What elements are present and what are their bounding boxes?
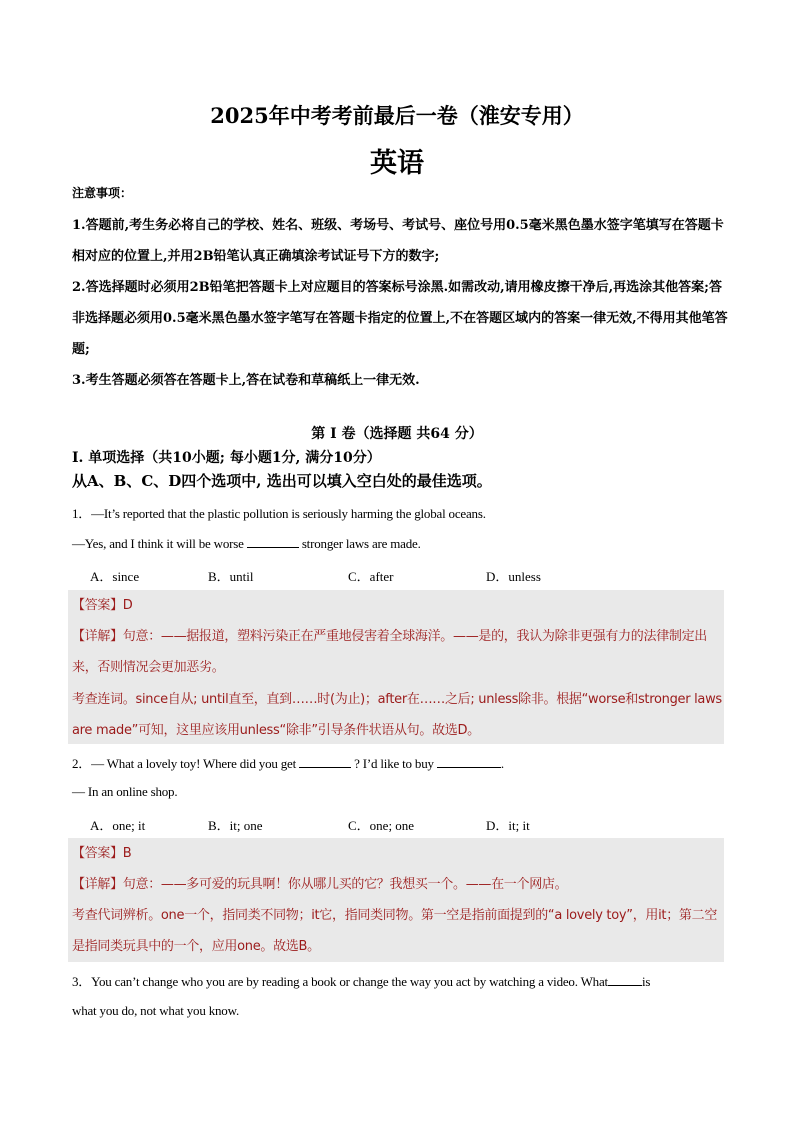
notes-heading: 注意事项： — [72, 186, 133, 200]
answer-2: 【答案】B — [72, 846, 132, 861]
question-3-stem — [72, 971, 732, 990]
question-1-stem: 1．—It’s reported that the plastic pollution is seriously harming the global oceans. — [72, 506, 486, 521]
option-a: A．since — [90, 569, 140, 584]
question-3-stem-start: 3．You can’t change who you are by reading a book or change the way you act by watching a video. What — [72, 974, 608, 989]
answer-blank — [437, 755, 501, 768]
option-c: C．one; one — [348, 818, 415, 833]
question-1-reply-start: —Yes, and I think it will be worse — [72, 536, 244, 551]
detail-2-analysis: 考查代词辨析。one一个，指同类不同物；it它，指同类同物。第一空是指前面提到的“a lovely toy”，用it；第二空是指同类玩具中的一个，应用one。故选B。 — [72, 908, 718, 954]
question-3-stem-cont: what you do, not what you know. — [72, 1003, 239, 1018]
answer-1: 【答案】D — [72, 598, 133, 613]
detail-2-translation: 【详解】句意：——多可爱的玩具啊！你从哪儿买的它？我想买一个。——在一个网店。 — [72, 877, 568, 892]
question-1-reply — [72, 535, 732, 552]
question-2-reply: — In an online shop. — [72, 784, 178, 799]
question-2-stem-start: 2．— What a lovely toy! Where did you get — [72, 756, 297, 771]
note-item-2: 2.答选择题时必须用2B铅笔把答题卡上对应题目的答案标号涂黑.如需改动,请用橡皮擦干净后,再选涂其他答案;答非选择题必须用0.5毫米黑色墨水签字笔写在答题卡指定的位置上,不在答题区域内的答案一律无效,不得用其他笔答题; — [72, 280, 728, 357]
option-a: A．one; it — [90, 818, 146, 833]
note-item-3: 3.考生答题必须答在答题卡上,答在试卷和草稿纸上一律无效. — [72, 373, 420, 388]
question-3-stem-end: is — [641, 974, 651, 989]
answer-blank — [299, 755, 351, 768]
part-instruction: 从A、B、C、D四个选项中, 选出可以填入空白处的最佳选项。 — [72, 472, 492, 490]
exam-title: 2025年中考考前最后一卷（淮安专用） — [210, 103, 584, 128]
option-c: C．after — [348, 569, 394, 584]
question-2-stem — [72, 753, 732, 772]
subject-title: 英语 — [370, 148, 424, 179]
section-title: 第 I 卷（选择题 共64 分） — [311, 426, 483, 442]
question-2-stem-mid: ? I’d like to buy — [354, 756, 434, 771]
option-d: D．it; it — [486, 818, 530, 833]
answer-blank — [608, 973, 642, 986]
part-title: I. 单项选择（共10小题; 每小题1分, 满分10分） — [72, 450, 381, 466]
question-2-stem-end: . — [500, 756, 504, 771]
note-item-1: 1.答题前,考生务必将自己的学校、姓名、班级、考场号、考试号、座位号用0.5毫米黑色墨水签字笔填写在答题卡相对应的位置上,并用2B铅笔认真正确填涂考试证号下方的数字; — [72, 218, 724, 264]
detail-1-analysis: 考查连词。since自从; until直至，直到……时(为止)；after在……之后; unless除非。根据“worse和stronger laws are made”可知，这里应该用unless“除非”引导条件状语从句。故选D。 — [72, 692, 722, 738]
option-b: B．it; one — [208, 818, 263, 833]
answer-blank — [247, 535, 299, 548]
question-1-reply-end: stronger laws are made. — [301, 536, 421, 551]
detail-1-translation: 【详解】句意：——据报道，塑料污染正在严重地侵害着全球海洋。——是的，我认为除非更强有力的法律制定出来，否则情况会更加恶劣。 — [72, 629, 708, 675]
option-b: B．until — [208, 569, 254, 584]
option-d: D．unless — [486, 569, 541, 584]
